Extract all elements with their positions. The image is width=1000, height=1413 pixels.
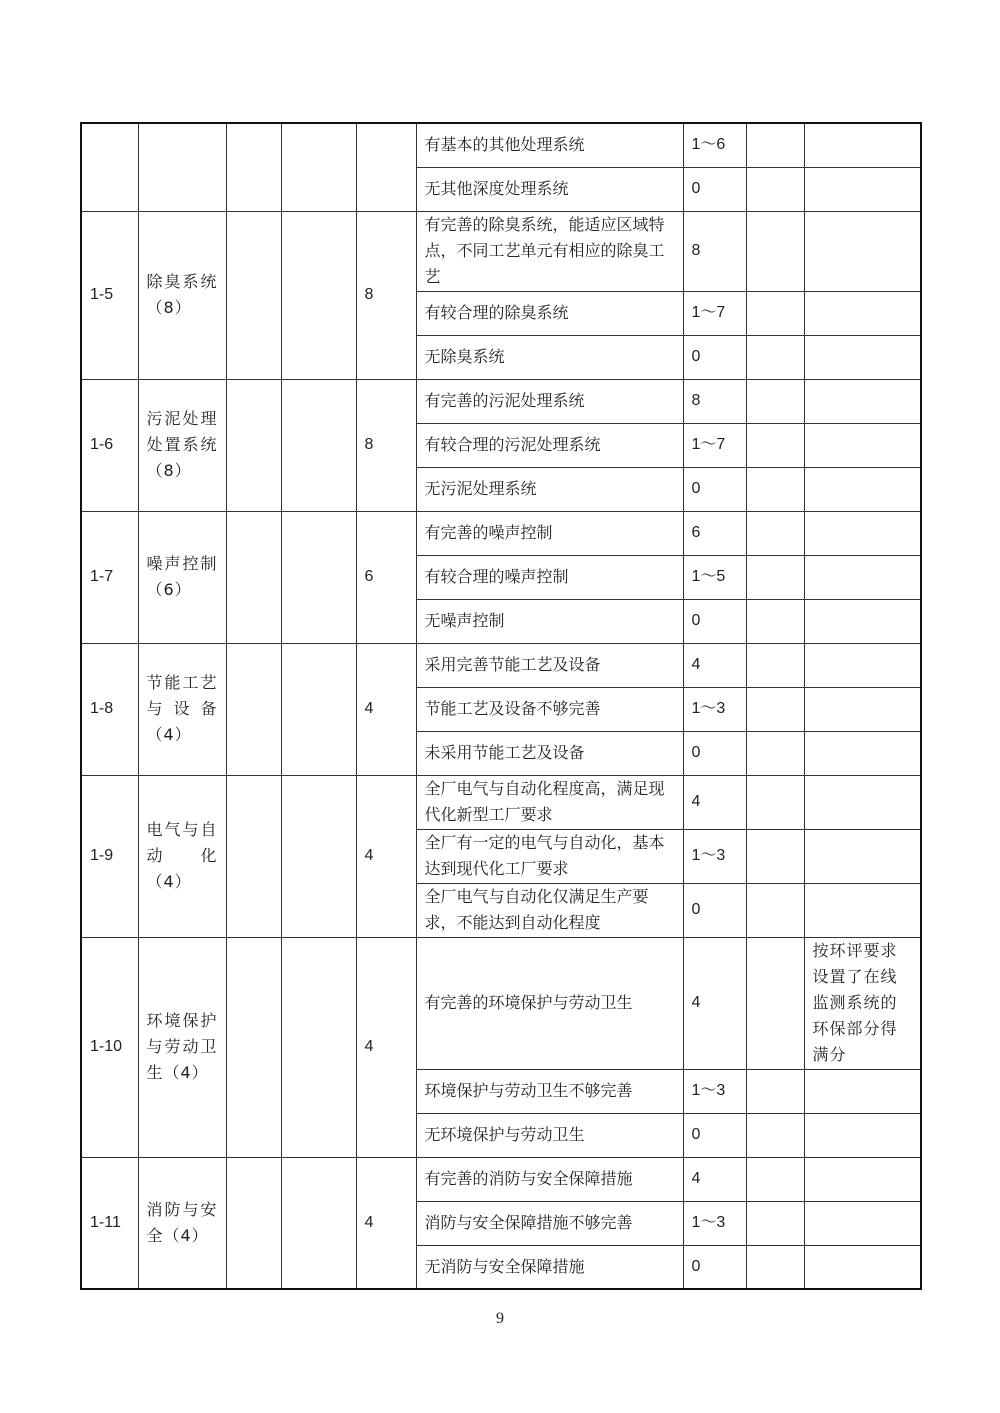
- standard-cell: 无除臭系统: [416, 335, 683, 379]
- standard-cell: 有完善的除臭系统，能适应区域特点，不同工艺单元有相应的除臭工艺: [416, 211, 683, 291]
- note-cell: [804, 599, 921, 643]
- note-cell: [804, 1201, 921, 1245]
- blank-cell: [226, 1157, 281, 1289]
- blank-cell: [281, 211, 356, 379]
- blank-cell: [746, 467, 804, 511]
- note-cell: [804, 379, 921, 423]
- table-row: [81, 511, 921, 555]
- blank-cell: [746, 335, 804, 379]
- blank-cell: [746, 1069, 804, 1113]
- standard-cell: 有完善的消防与安全保障措施: [416, 1157, 683, 1201]
- blank-cell: [746, 1245, 804, 1289]
- scoring-table: [80, 122, 922, 1290]
- page-number: 9: [496, 1310, 504, 1327]
- item-score-cell: 4: [356, 937, 416, 1157]
- table-row: [81, 1157, 921, 1201]
- note-cell: [804, 1113, 921, 1157]
- blank-cell: [746, 937, 804, 1069]
- blank-cell: [746, 123, 804, 167]
- standard-cell: 无污泥处理系统: [416, 467, 683, 511]
- value-cell: 0: [683, 731, 746, 775]
- standard-cell: 采用完善节能工艺及设备: [416, 643, 683, 687]
- value-cell: 8: [683, 211, 746, 291]
- standard-cell: 全厂电气与自动化仅满足生产要求，不能达到自动化程度: [416, 883, 683, 937]
- value-cell: 4: [683, 775, 746, 829]
- value-cell: 1～7: [683, 423, 746, 467]
- blank-cell: [746, 423, 804, 467]
- value-cell: 4: [683, 643, 746, 687]
- note-cell: [804, 687, 921, 731]
- item-code-cell: 1-8: [81, 643, 138, 775]
- note-cell: [804, 167, 921, 211]
- value-cell: 0: [683, 167, 746, 211]
- standard-cell: 有完善的噪声控制: [416, 511, 683, 555]
- item-name-cell: 噪声控制（6）: [138, 511, 226, 643]
- blank-cell: [746, 775, 804, 829]
- value-cell: 1～5: [683, 555, 746, 599]
- blank-cell: [746, 211, 804, 291]
- value-cell: 1～3: [683, 829, 746, 883]
- standard-cell: 全厂有一定的电气与自动化，基本达到现代化工厂要求: [416, 829, 683, 883]
- note-cell: [804, 829, 921, 883]
- standard-cell: 有完善的环境保护与劳动卫生: [416, 937, 683, 1069]
- note-cell: [804, 883, 921, 937]
- note-cell: [804, 291, 921, 335]
- item-name-cell: 环境保护与劳动卫生（4）: [138, 937, 226, 1157]
- blank-cell: [226, 379, 281, 511]
- table-row: [81, 643, 921, 687]
- value-cell: 1～3: [683, 1069, 746, 1113]
- standard-cell: 无其他深度处理系统: [416, 167, 683, 211]
- blank-cell: [746, 167, 804, 211]
- blank-cell: [746, 379, 804, 423]
- table-row: [81, 123, 921, 167]
- item-code-cell: 1-6: [81, 379, 138, 511]
- standard-cell: 消防与安全保障措施不够完善: [416, 1201, 683, 1245]
- blank-cell: [746, 731, 804, 775]
- blank-cell: [746, 643, 804, 687]
- value-cell: 0: [683, 1113, 746, 1157]
- item-code-cell: 1-7: [81, 511, 138, 643]
- blank-cell: [746, 555, 804, 599]
- item-code-cell: [81, 123, 138, 211]
- table-row: [81, 937, 921, 1069]
- item-score-cell: 4: [356, 1157, 416, 1289]
- value-cell: 0: [683, 335, 746, 379]
- standard-cell: 环境保护与劳动卫生不够完善: [416, 1069, 683, 1113]
- blank-cell: [281, 379, 356, 511]
- note-cell: [804, 775, 921, 829]
- value-cell: 0: [683, 883, 746, 937]
- note-cell: [804, 423, 921, 467]
- note-cell: [804, 211, 921, 291]
- blank-cell: [746, 883, 804, 937]
- value-cell: 1～3: [683, 1201, 746, 1245]
- item-score-cell: 4: [356, 775, 416, 937]
- note-cell: [804, 511, 921, 555]
- note-cell: [804, 335, 921, 379]
- blank-cell: [281, 511, 356, 643]
- note-cell: [804, 467, 921, 511]
- blank-cell: [281, 643, 356, 775]
- blank-cell: [281, 123, 356, 211]
- value-cell: 6: [683, 511, 746, 555]
- blank-cell: [281, 1157, 356, 1289]
- item-code-cell: 1-5: [81, 211, 138, 379]
- item-score-cell: [356, 123, 416, 211]
- blank-cell: [281, 937, 356, 1157]
- blank-cell: [281, 775, 356, 937]
- item-name-cell: 污泥处理处置系统（8）: [138, 379, 226, 511]
- blank-cell: [746, 1201, 804, 1245]
- value-cell: 0: [683, 467, 746, 511]
- table-row: [81, 379, 921, 423]
- blank-cell: [226, 775, 281, 937]
- standard-cell: 有较合理的除臭系统: [416, 291, 683, 335]
- item-name-cell: [138, 123, 226, 211]
- item-code-cell: 1-10: [81, 937, 138, 1157]
- note-cell: [804, 555, 921, 599]
- standard-cell: 节能工艺及设备不够完善: [416, 687, 683, 731]
- blank-cell: [226, 123, 281, 211]
- blank-cell: [226, 511, 281, 643]
- standard-cell: 有较合理的污泥处理系统: [416, 423, 683, 467]
- standard-cell: 有基本的其他处理系统: [416, 123, 683, 167]
- item-score-cell: 4: [356, 643, 416, 775]
- note-cell: 按环评要求设置了在线监测系统的环保部分得满分: [804, 937, 921, 1069]
- standard-cell: 未采用节能工艺及设备: [416, 731, 683, 775]
- blank-cell: [746, 829, 804, 883]
- value-cell: 4: [683, 1157, 746, 1201]
- table-row: [81, 775, 921, 829]
- standard-cell: 有完善的污泥处理系统: [416, 379, 683, 423]
- value-cell: 1～3: [683, 687, 746, 731]
- blank-cell: [746, 687, 804, 731]
- value-cell: 1～6: [683, 123, 746, 167]
- standard-cell: 无消防与安全保障措施: [416, 1245, 683, 1289]
- blank-cell: [746, 599, 804, 643]
- note-cell: [804, 643, 921, 687]
- note-cell: [804, 1157, 921, 1201]
- blank-cell: [226, 937, 281, 1157]
- standard-cell: 全厂电气与自动化程度高，满足现代化新型工厂要求: [416, 775, 683, 829]
- value-cell: 0: [683, 599, 746, 643]
- item-name-cell: 节能工艺与设备（4）: [138, 643, 226, 775]
- standard-cell: 无环境保护与劳动卫生: [416, 1113, 683, 1157]
- blank-cell: [226, 211, 281, 379]
- item-code-cell: 1-11: [81, 1157, 138, 1289]
- value-cell: 8: [683, 379, 746, 423]
- table-row: [81, 211, 921, 291]
- value-cell: 0: [683, 1245, 746, 1289]
- standard-cell: 有较合理的噪声控制: [416, 555, 683, 599]
- blank-cell: [746, 1113, 804, 1157]
- item-code-cell: 1-9: [81, 775, 138, 937]
- value-cell: 4: [683, 937, 746, 1069]
- blank-cell: [746, 1157, 804, 1201]
- note-cell: [804, 1069, 921, 1113]
- item-score-cell: 8: [356, 211, 416, 379]
- item-name-cell: 消防与安全（4）: [138, 1157, 226, 1289]
- note-cell: [804, 731, 921, 775]
- item-score-cell: 6: [356, 511, 416, 643]
- standard-cell: 无噪声控制: [416, 599, 683, 643]
- blank-cell: [746, 291, 804, 335]
- blank-cell: [226, 643, 281, 775]
- item-name-cell: 电气与自动化（4）: [138, 775, 226, 937]
- item-name-cell: 除臭系统（8）: [138, 211, 226, 379]
- item-score-cell: 8: [356, 379, 416, 511]
- blank-cell: [746, 511, 804, 555]
- note-cell: [804, 1245, 921, 1289]
- note-cell: [804, 123, 921, 167]
- value-cell: 1～7: [683, 291, 746, 335]
